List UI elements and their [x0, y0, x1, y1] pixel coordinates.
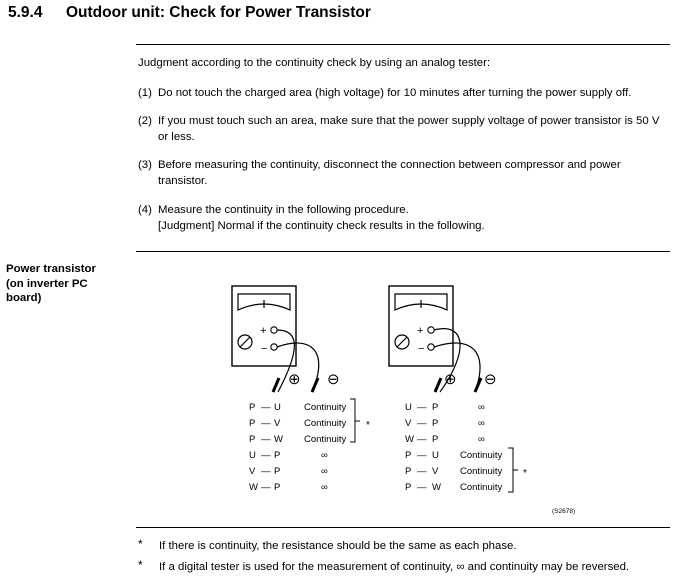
svg-text:—: —	[417, 450, 427, 461]
svg-text:P: P	[249, 434, 256, 445]
svg-text:V: V	[432, 466, 439, 477]
svg-text:—: —	[417, 482, 427, 493]
svg-text:Continuity: Continuity	[460, 450, 503, 461]
table-row	[249, 434, 346, 445]
table-row	[405, 434, 485, 445]
probe-tip-plus	[435, 378, 441, 392]
svg-text:—: —	[417, 402, 427, 413]
step-number: (3)	[138, 159, 152, 171]
probe-plus-icon: ⊕	[288, 371, 301, 388]
continuity-bracket	[508, 448, 518, 492]
svg-text:Continuity: Continuity	[304, 434, 347, 445]
right-continuity-table	[405, 402, 527, 493]
step-text: If you must touch such an area, make sure that the power supply voltage of power transistor is 50 V or less.	[158, 115, 660, 143]
svg-text:V: V	[249, 466, 256, 477]
svg-text:∞: ∞	[321, 450, 328, 461]
step-text: Before measuring the continuity, disconnect the connection between compressor and power transistor.	[158, 159, 621, 187]
svg-text:∞: ∞	[478, 402, 485, 413]
svg-text:P: P	[274, 466, 281, 477]
bracket-mark: *	[523, 468, 527, 479]
table-row	[405, 418, 485, 429]
svg-text:—: —	[261, 402, 271, 413]
step-number: (1)	[138, 87, 152, 99]
svg-text:V: V	[405, 418, 412, 429]
table-row	[249, 450, 328, 461]
svg-text:P: P	[405, 482, 412, 493]
svg-text:U: U	[249, 450, 256, 461]
svg-text:W: W	[405, 434, 414, 445]
svg-text:V: V	[274, 418, 281, 429]
step-number: (4)	[138, 204, 152, 216]
svg-text:W: W	[274, 434, 283, 445]
svg-text:∞: ∞	[321, 482, 328, 493]
svg-text:P: P	[405, 450, 412, 461]
tester-left	[232, 286, 340, 392]
plus-terminal-label: +	[417, 325, 424, 337]
svg-text:Continuity: Continuity	[304, 418, 347, 429]
svg-text:W: W	[249, 482, 258, 493]
svg-text:∞: ∞	[321, 466, 328, 477]
svg-text:P: P	[274, 450, 281, 461]
table-row	[405, 482, 502, 493]
probe-tip-plus	[273, 378, 279, 392]
svg-text:∞: ∞	[478, 418, 485, 429]
footnote-text: If a digital tester is used for the measurement of continuity, ∞ and continuity may be reversed.	[159, 561, 630, 573]
table-row	[249, 402, 346, 413]
step-judgment: [Judgment] Normal if the continuity check results in the following.	[158, 219, 485, 232]
probe-plus-icon: ⊕	[444, 371, 457, 388]
footnote-mark: *	[138, 537, 143, 551]
svg-text:P: P	[274, 482, 281, 493]
tester-right	[389, 286, 497, 392]
svg-text:—: —	[261, 418, 271, 429]
probe-minus-icon: ⊖	[484, 371, 497, 388]
svg-text:W: W	[432, 482, 441, 493]
svg-text:—: —	[261, 466, 271, 477]
probe-tip-minus	[312, 378, 318, 392]
svg-text:U: U	[432, 450, 439, 461]
plus-terminal-label: +	[260, 325, 267, 337]
minus-terminal-label: −	[418, 343, 425, 355]
svg-text:—: —	[417, 466, 427, 477]
svg-text:U: U	[274, 402, 281, 413]
footnote-text: If there is continuity, the resistance should be the same as each phase.	[159, 540, 517, 552]
step-text: Measure the continuity in the following procedure.	[158, 204, 409, 216]
svg-text:U: U	[405, 402, 412, 413]
table-row	[405, 402, 485, 413]
svg-text:P: P	[405, 466, 412, 477]
table-row	[249, 482, 328, 493]
svg-text:P: P	[432, 402, 439, 413]
svg-text:P: P	[432, 434, 439, 445]
svg-text:P: P	[432, 418, 439, 429]
svg-text:—: —	[417, 434, 427, 445]
section-number: 5.9.4	[8, 4, 43, 21]
table-row	[249, 466, 328, 477]
svg-text:Continuity: Continuity	[460, 466, 503, 477]
bracket-mark: *	[366, 420, 370, 431]
svg-text:P: P	[249, 418, 256, 429]
table-row	[405, 466, 502, 477]
side-label: Power transistor (on inverter PC board)	[6, 263, 96, 304]
svg-text:∞: ∞	[478, 434, 485, 445]
figure-code: (S2678)	[552, 508, 576, 515]
intro-text: Judgment according to the continuity check by using an analog tester:	[138, 57, 491, 69]
svg-text:Continuity: Continuity	[304, 402, 347, 413]
minus-terminal-label: −	[261, 343, 268, 355]
svg-text:—: —	[261, 450, 271, 461]
svg-text:—: —	[261, 434, 271, 445]
svg-text:—: —	[417, 418, 427, 429]
table-row	[249, 418, 346, 429]
section-title: Outdoor unit: Check for Power Transistor	[66, 4, 371, 21]
step-number: (2)	[138, 115, 152, 127]
step-text: Do not touch the charged area (high voltage) for 10 minutes after turning the power supply off.	[158, 87, 632, 99]
footnote-mark: *	[138, 558, 143, 572]
svg-text:—: —	[261, 482, 271, 493]
svg-text:Continuity: Continuity	[460, 482, 503, 493]
table-row	[405, 450, 502, 461]
left-continuity-table	[249, 399, 370, 493]
svg-text:P: P	[249, 402, 256, 413]
probe-minus-icon: ⊖	[327, 371, 340, 388]
continuity-bracket	[350, 399, 360, 442]
divider-bottom	[136, 527, 670, 528]
